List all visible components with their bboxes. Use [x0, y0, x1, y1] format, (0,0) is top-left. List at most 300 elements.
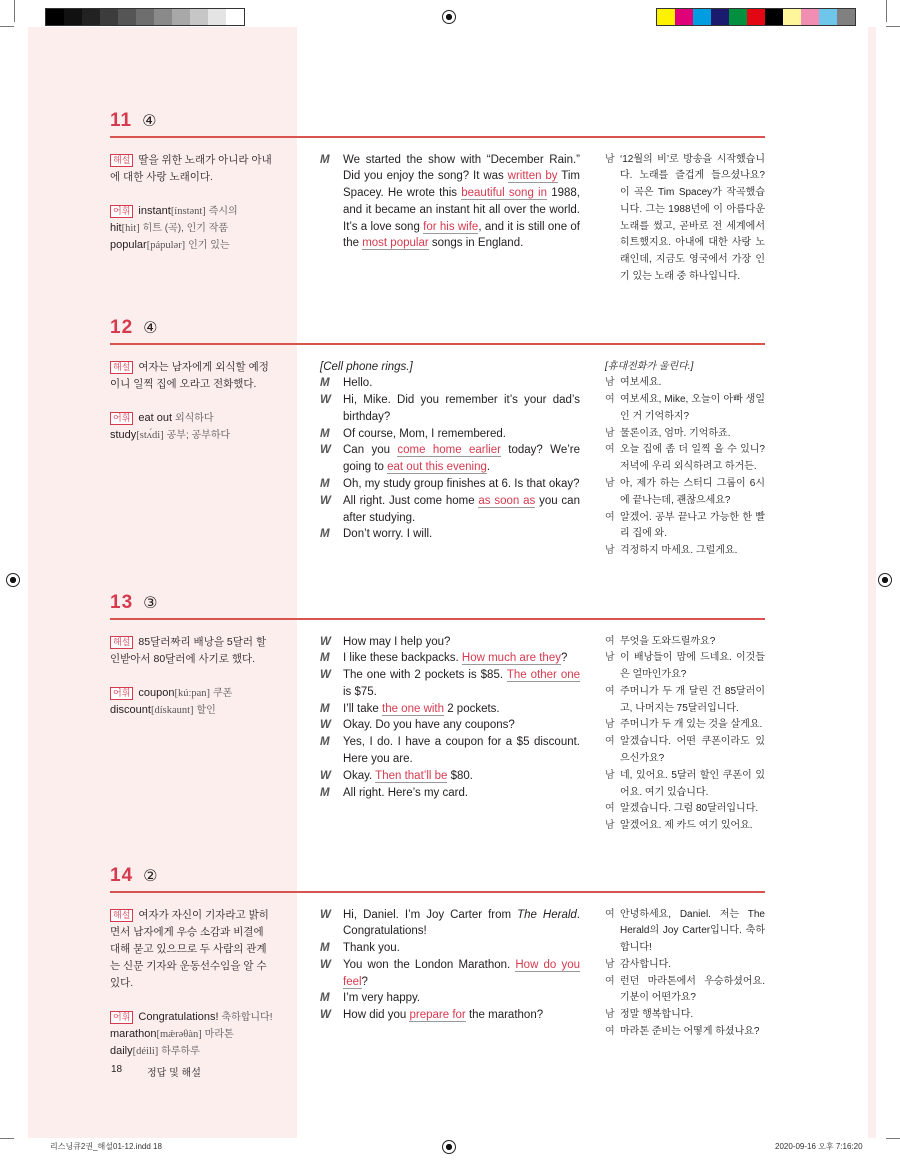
dialogue-turn: [320, 392, 580, 426]
vocab-meaning: 즉시의: [208, 205, 238, 217]
text-segment: Hi, Daniel. I’m Joy Carter from: [343, 908, 518, 921]
answer-mark: ②: [143, 868, 158, 885]
translation-turn: [605, 717, 765, 734]
dialogue-turn: [320, 493, 580, 527]
explanation: [110, 634, 275, 668]
vocabulary-tag: 어휘: [110, 412, 133, 425]
text-segment: 1988, and it became an instant hit all over the world. It’s a love song: [343, 187, 580, 233]
highlighted-phrase: for his wife: [423, 220, 479, 233]
speaker-label: M: [320, 786, 330, 799]
vocab-meaning: 공부; 공부하다: [166, 429, 231, 441]
dialogue-turn: [320, 717, 580, 734]
vocab-phonetic: [mǽrəθàn]: [156, 1028, 202, 1040]
translation-turn: [605, 476, 765, 510]
highlighted-phrase: eat out this evening: [387, 461, 487, 474]
vocab-meaning: 히트 (곡), 인기 작품: [142, 222, 229, 234]
crop-mark: [0, 1138, 14, 1139]
text-segment: Yes, I do. I have a coupon for a $5 discount. Here you are.: [343, 736, 580, 766]
right-margin-strip: [868, 27, 876, 1138]
dialogue-column: [320, 907, 580, 1025]
speaker-label-ko: 여: [605, 803, 615, 815]
section-header: [110, 592, 765, 616]
vocab-item: [110, 685, 275, 702]
speaker-label: M: [320, 702, 330, 715]
vocab-word: marathon: [110, 1027, 157, 1040]
crop-mark: [0, 26, 14, 27]
highlighted-phrase: written by: [507, 170, 558, 183]
translation-text: 여보세요.: [620, 377, 662, 389]
translation-turn: [605, 801, 765, 818]
color-swatch: [118, 9, 136, 25]
translation-text: 여보세요, Mike, 오늘이 아빠 생일인 거 기억하지?: [620, 394, 765, 422]
dialogue-turn: [320, 701, 580, 718]
vocabulary: [110, 1009, 275, 1060]
text-segment: the marathon?: [465, 1009, 544, 1022]
speaker-label: M: [320, 652, 330, 665]
color-swatch: [226, 9, 244, 25]
slug-filename: 리스닝큐2권_해설01-12.indd 18: [50, 1142, 162, 1151]
vocab-meaning: 인기 있는: [188, 239, 230, 251]
vocab-item: [110, 1026, 275, 1043]
dialogue-text: [343, 990, 580, 1007]
translation-column: [605, 634, 765, 836]
page-number: 18: [111, 1064, 123, 1075]
speaker-label: M: [320, 478, 330, 491]
vocab-item: [110, 1009, 275, 1026]
translation-column: [605, 152, 765, 286]
section-header: [110, 110, 765, 134]
translation-text: 정말 행복합니다.: [620, 1009, 694, 1021]
dialogue-turn: [320, 426, 580, 443]
vocab-item: [110, 220, 275, 237]
explanation-tag: 해설: [110, 636, 133, 649]
vocab-word: eat out: [138, 411, 173, 424]
crop-mark: [886, 26, 900, 27]
translation-turn: [605, 974, 765, 1008]
dialogue-column: [320, 359, 580, 544]
vocab-phonetic: [déili]: [132, 1045, 159, 1057]
question-number: 11: [110, 110, 133, 131]
speaker-label-ko: 여: [605, 511, 615, 523]
highlighted-phrase: How much are they: [461, 652, 561, 665]
section-divider: [110, 343, 765, 345]
translation-text: 알겠어요. 제 카드 여기 있어요.: [620, 820, 753, 832]
dialogue-turn: [320, 526, 580, 543]
dialogue-turn: [320, 785, 580, 802]
speaker-label-ko: 남: [605, 427, 615, 439]
translation-text: 주머니가 두 개 있는 것을 살게요.: [620, 719, 763, 731]
translation-text: 네, 있어요. 5달러 할인 쿠폰이 있어요. 여기 있습니다.: [620, 769, 765, 798]
text-segment: songs in England.: [428, 237, 524, 250]
text-segment: ?: [560, 652, 568, 665]
answer-mark: ④: [142, 113, 157, 130]
translation-turn: [605, 957, 765, 974]
registration-mark-icon: [878, 573, 892, 587]
text-segment: today? We’re going to: [343, 444, 580, 474]
translation-turn: [605, 510, 765, 544]
dialogue-turn: [320, 375, 580, 392]
translation-text: 이 배낭들이 맘에 드네요. 이것들은 얼마인가요?: [620, 652, 765, 681]
vocab-word: discount: [110, 703, 151, 716]
dialogue-text: [343, 768, 580, 785]
vocabulary-tag: 어휘: [110, 687, 133, 700]
text-segment: We started the show with “December Rain.” Did you enjoy the song? It was: [343, 153, 580, 183]
dialogue-turn: [320, 634, 580, 651]
explanation-text: 여자가 자신이 기자라고 밝히면서 남자에게 우승 소감과 비결에 대해 묻고 있으므로 두 사람의 관계는 신문 기자와 운동선수임을 알 수 있다.: [110, 908, 269, 989]
speaker-label: W: [320, 1009, 331, 1022]
speaker-label-ko: 남: [605, 719, 615, 731]
color-swatch: [711, 9, 729, 25]
vocabulary-tag: 어휘: [110, 1011, 133, 1024]
vocab-meaning: 축하합니다!: [221, 1011, 273, 1023]
translation-text: 주머니가 두 개 달린 건 85달러이고, 나머지는 75달러입니다.: [620, 685, 765, 714]
speaker-label-ko: 남: [605, 377, 615, 389]
highlighted-phrase: The other one: [506, 669, 581, 682]
dialogue-text: [343, 701, 580, 718]
text-segment: 2 pockets.: [444, 702, 500, 715]
translation-turn: [605, 152, 765, 286]
vocab-word: coupon: [138, 686, 175, 699]
translation-turn: [605, 734, 765, 768]
registration-mark-icon: [6, 573, 20, 587]
vocab-phonetic: [pápulər]: [146, 239, 186, 251]
explanation-text: 여자는 남자에게 외식할 예정이니 일찍 집에 오라고 전화했다.: [110, 360, 269, 390]
explanation: [110, 152, 275, 186]
dialogue-turn: [320, 1007, 580, 1024]
question-section-12: [110, 317, 765, 557]
translation-text: 런던 마라톤에서 우승하셨어요. 기분이 어떤가요?: [620, 975, 765, 1004]
translation-text: 아, 제가 하는 스터디 그룹이 6시에 끝나는데, 괜찮으세요?: [620, 478, 765, 506]
explanation-text: 딸을 위한 노래가 아니라 아내에 대한 사랑 노래이다.: [110, 153, 272, 183]
dialogue-text: [343, 634, 580, 651]
question-number: 14: [110, 865, 134, 886]
vocab-meaning: 할인: [196, 704, 216, 716]
translation-text: 오늘 집에 좀 더 일찍 올 수 있니? 저녁에 우리 외식하려고 하거든.: [620, 444, 765, 473]
translation-turn: [605, 684, 765, 718]
color-swatch: [154, 9, 172, 25]
text-segment: Hi, Mike. Did you remember it’s your dad’s birthday?: [343, 394, 580, 423]
explanation-column: [110, 634, 275, 719]
text-segment: ?: [361, 975, 368, 988]
dialogue-text: [343, 650, 580, 667]
dialogue-turn: [320, 667, 580, 701]
text-segment: Oh, my study group finishes at 6. Is that okay?: [343, 478, 580, 491]
section-divider: [110, 618, 765, 620]
vocab-word: popular: [110, 238, 147, 251]
speaker-label: W: [320, 494, 331, 507]
text-segment: . Congratulations!: [343, 908, 580, 938]
vocabulary: [110, 203, 275, 254]
text-segment: How may I help you?: [343, 635, 451, 648]
text-segment: , and it is still one of the: [343, 220, 580, 250]
speaker-label: M: [320, 992, 330, 1005]
highlighted-phrase: How do you feel: [343, 958, 581, 988]
dialogue-text: [343, 957, 580, 991]
translation-turn: [605, 426, 765, 443]
dialogue-turn: [320, 990, 580, 1007]
dialogue-turn: [320, 476, 580, 493]
color-swatch: [172, 9, 190, 25]
translation-turn: [605, 907, 765, 957]
translation-text: 감사합니다.: [620, 958, 672, 970]
dialogue-text: [343, 940, 580, 957]
speaker-label: W: [320, 444, 331, 457]
translation-text: ‘12월의 비’로 방송을 시작했습니다. 노래를 즐겁게 들으셨나요? 이 곡은 Tim Spacey가 작곡했습니다. 그는 1988년에 이 아름다운 노래를 썼고, 곧바로 전 세계에서 히트했지요. 아내에 대한 사랑 노래인데, 지금도 영국에서 가장 인기 있는 노래 중 하나입니다.: [620, 153, 765, 283]
explanation-column: [110, 907, 275, 1060]
dialogue-text: [343, 375, 580, 392]
text-segment: Of course, Mom, I remembered.: [343, 427, 506, 440]
vocab-phonetic: [dískaunt]: [150, 704, 194, 716]
dialogue-turn: [320, 907, 580, 941]
dialogue-turn: [320, 650, 580, 667]
color-swatch: [190, 9, 208, 25]
vocab-word: study: [110, 428, 137, 441]
explanation-column: [110, 359, 275, 444]
translation-turn: [605, 818, 765, 835]
text-segment: I’m very happy.: [343, 992, 421, 1005]
translation-turn: [605, 392, 765, 426]
dialogue-text: [343, 392, 580, 426]
vocab-word: hit: [110, 221, 122, 234]
explanation-tag: 해설: [110, 361, 133, 374]
color-swatch: [783, 9, 801, 25]
dialogue-text: [343, 442, 580, 476]
color-swatch: [747, 9, 765, 25]
speaker-label: M: [320, 528, 330, 541]
translation-text: 물론이죠, 엄마. 기억하죠.: [620, 427, 731, 439]
highlighted-phrase: come home earlier: [397, 444, 501, 457]
vocab-item: [110, 410, 275, 427]
vocab-phonetic: [kúːpan]: [174, 687, 211, 699]
vocab-item: [110, 203, 275, 220]
translation-turn: [605, 442, 765, 476]
speaker-label-ko: 여: [605, 635, 615, 647]
speaker-label: M: [320, 942, 330, 955]
speaker-label: M: [320, 153, 330, 166]
section-header: [110, 317, 765, 341]
speaker-label: M: [320, 427, 330, 440]
color-swatch: [657, 9, 675, 25]
color-swatch: [208, 9, 226, 25]
dialogue-column: [320, 634, 580, 802]
speaker-label-ko: 남: [605, 478, 615, 490]
dialogue-text: [343, 493, 580, 527]
speaker-label-ko: 남: [605, 652, 615, 664]
translation-column: [605, 359, 765, 561]
speaker-label: W: [320, 958, 331, 971]
grayscale-color-bar: [45, 8, 245, 26]
vocab-item: [110, 427, 275, 444]
dialogue-text: [343, 734, 580, 768]
text-segment: How did you: [343, 1009, 410, 1022]
translation-column: [605, 907, 765, 1041]
speaker-label: W: [320, 669, 331, 682]
text-segment: $80.: [447, 769, 473, 782]
question-number: 12: [110, 317, 134, 338]
stage-direction-ko: [휴대전화가 울린다.]: [605, 360, 694, 372]
highlighted-phrase: the one with: [382, 702, 445, 715]
speaker-label-ko: 여: [605, 975, 615, 987]
text-segment: Tim Spacey. He wrote this: [343, 170, 580, 200]
stage-direction: [Cell phone rings.]: [320, 360, 413, 373]
section-header: [110, 865, 765, 889]
dialogue-text: [343, 152, 580, 253]
speaker-label: M: [320, 736, 330, 749]
translation-text: 알겠습니다. 어떤 쿠폰이라도 있으신가요?: [620, 736, 765, 765]
speaker-label-ko: 여: [605, 908, 615, 920]
dialogue-column: [320, 152, 580, 253]
running-footer-title: 정답 및 해설: [147, 1068, 201, 1079]
speaker-label: M: [320, 377, 330, 390]
text-segment: I like these backpacks.: [343, 652, 462, 665]
speaker-label-ko: 남: [605, 1009, 615, 1021]
color-swatch: [729, 9, 747, 25]
translation-turn: [605, 1024, 765, 1041]
vocab-word: Congratulations!: [138, 1010, 219, 1023]
dialogue-text: [343, 667, 580, 701]
highlighted-phrase: Then that’ll be: [375, 769, 448, 782]
translation-turn: [605, 650, 765, 684]
text-segment: All right. Here’s my card.: [343, 786, 469, 799]
dialogue-turn: [320, 152, 580, 253]
text-segment: you can after studying.: [343, 494, 580, 524]
translation-turn: [605, 768, 765, 802]
question-number: 13: [110, 592, 134, 613]
speaker-label-ko: 여: [605, 1026, 615, 1038]
crop-mark: [14, 0, 15, 22]
vocab-item: [110, 1043, 275, 1060]
dialogue-text: [343, 1007, 580, 1024]
explanation: [110, 907, 275, 992]
text-segment: The one with 2 pockets is $85.: [343, 669, 507, 682]
registration-mark-icon: [442, 10, 456, 24]
vocab-meaning: 쿠폰: [212, 687, 233, 699]
speaker-label: W: [320, 719, 331, 732]
speaker-label-ko: 여: [605, 394, 615, 406]
section-divider: [110, 891, 765, 893]
speaker-label: W: [320, 769, 331, 782]
speaker-label-ko: 남: [605, 153, 615, 165]
dialogue-turn: [320, 768, 580, 785]
speaker-label-ko: 남: [605, 820, 615, 832]
color-swatch: [837, 9, 855, 25]
dialogue-text: [343, 476, 580, 493]
speaker-label: W: [320, 908, 331, 921]
speaker-label: W: [320, 635, 331, 648]
text-segment: I’ll take: [343, 702, 382, 715]
text-segment: .: [486, 461, 491, 474]
highlighted-phrase: most popular: [362, 237, 429, 250]
answer-mark: ③: [143, 595, 158, 612]
crop-mark: [886, 1138, 900, 1139]
explanation-column: [110, 152, 275, 254]
text-segment: Don’t worry. I will.: [343, 528, 433, 541]
slug-timestamp: 2020-09-16 오후 7:16:20: [775, 1142, 863, 1151]
question-section-11: [110, 110, 765, 283]
question-section-14: [110, 865, 765, 1057]
speaker-label: W: [320, 394, 331, 407]
explanation-text: 85달러짜리 배낭을 5달러 할인받아서 80달러에 사기로 했다.: [110, 635, 267, 665]
translation-text: 알겠습니다. 그럼 80달러입니다.: [620, 803, 759, 815]
vocab-phonetic: [stʌ́di]: [136, 429, 164, 441]
color-swatch: [765, 9, 783, 25]
speaker-label-ko: 여: [605, 736, 615, 748]
translation-turn: [605, 375, 765, 392]
vocab-item: [110, 237, 275, 254]
speaker-label-ko: 남: [605, 545, 615, 557]
italic-title: The Herald: [517, 908, 577, 921]
translation-turn: [605, 1007, 765, 1024]
vocab-meaning: 하루하루: [161, 1045, 200, 1057]
speaker-label-ko: 남: [605, 769, 615, 781]
translation-text: 안녕하세요, Daniel. 저는 The Herald의 Joy Carter입니다. 축하합니다!: [620, 908, 765, 954]
translation-text: 걱정하지 마세요. 그럴게요.: [620, 545, 738, 557]
section-divider: [110, 136, 765, 138]
highlighted-phrase: as soon as: [478, 494, 536, 507]
text-segment: Thank you.: [343, 942, 400, 955]
process-color-bar: [656, 8, 856, 26]
translation-turn: [605, 634, 765, 651]
dialogue-text: [343, 426, 580, 443]
text-segment: You won the London Marathon.: [343, 958, 516, 971]
color-swatch: [46, 9, 64, 25]
explanation-tag: 해설: [110, 154, 133, 167]
explanation-tag: 해설: [110, 909, 133, 922]
vocab-word: instant: [138, 204, 171, 217]
dialogue-text: [343, 907, 580, 941]
color-swatch: [64, 9, 82, 25]
dialogue-turn: [320, 940, 580, 957]
answer-mark: ④: [143, 320, 158, 337]
translation-text: 무엇을 도와드릴까요?: [620, 635, 716, 647]
vocabulary: [110, 685, 275, 719]
highlighted-phrase: prepare for: [409, 1009, 466, 1022]
color-swatch: [675, 9, 693, 25]
vocab-meaning: 마라톤: [204, 1028, 234, 1040]
translation-text: 마라톤 준비는 어떻게 하셨나요?: [620, 1026, 760, 1038]
speaker-label-ko: 여: [605, 444, 615, 456]
text-segment: Okay. Do you have any coupons?: [343, 719, 515, 732]
text-segment: Okay.: [343, 769, 376, 782]
text-segment: All right. Just come home: [343, 494, 479, 507]
color-swatch: [82, 9, 100, 25]
question-section-13: [110, 592, 765, 832]
color-swatch: [100, 9, 118, 25]
speaker-label-ko: 남: [605, 958, 615, 970]
explanation: [110, 359, 275, 393]
text-segment: is $75.: [343, 685, 377, 698]
text-segment: Hello.: [343, 377, 373, 390]
vocabulary-tag: 어휘: [110, 205, 133, 218]
translation-turn: [605, 543, 765, 560]
vocab-phonetic: [hit]: [121, 222, 140, 234]
highlighted-phrase: beautiful song in: [461, 187, 548, 200]
vocab-meaning: 외식하다: [174, 412, 214, 424]
dialogue-turn: [320, 442, 580, 476]
speaker-label-ko: 여: [605, 685, 615, 697]
color-swatch: [801, 9, 819, 25]
color-swatch: [693, 9, 711, 25]
text-segment: Can you: [343, 444, 398, 457]
translation-text: 알겠어. 공부 끝나고 가능한 한 빨리 집에 와.: [620, 511, 765, 540]
dialogue-turn: [320, 734, 580, 768]
dialogue-text: [343, 526, 580, 543]
dialogue-text: [343, 717, 580, 734]
registration-mark-icon: [442, 1140, 456, 1154]
vocabulary: [110, 410, 275, 444]
vocab-item: [110, 702, 275, 719]
vocab-word: daily: [110, 1044, 133, 1057]
